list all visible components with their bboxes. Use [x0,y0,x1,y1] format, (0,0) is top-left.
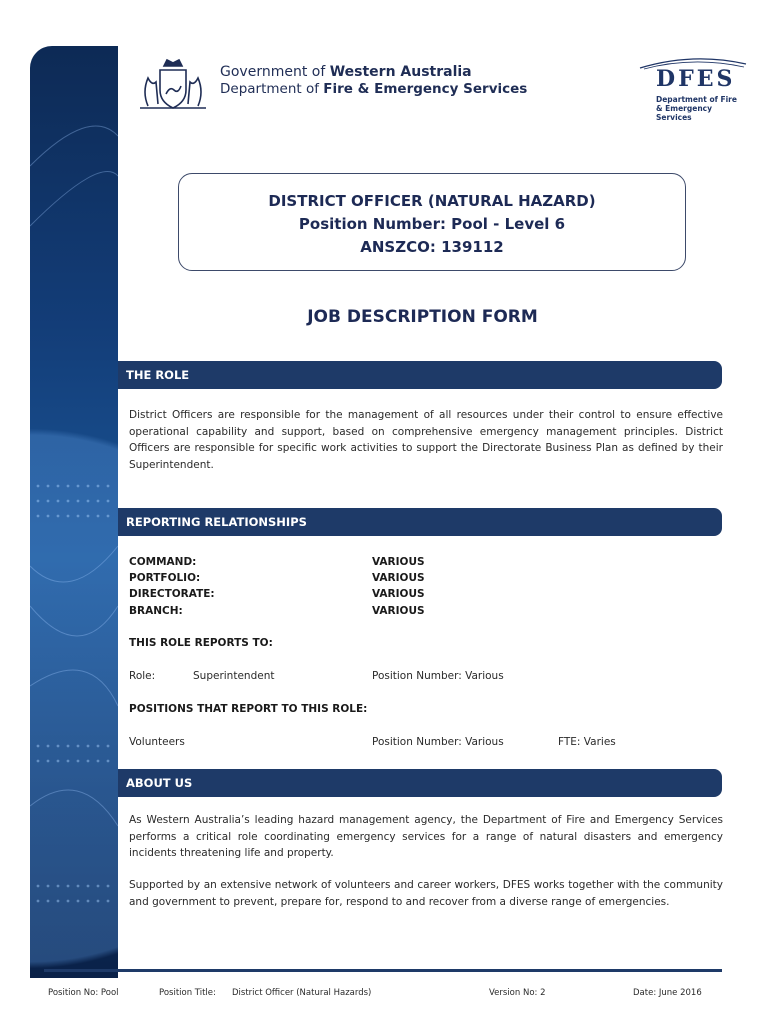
wa-government-logo [134,56,534,116]
footer-rule [44,969,722,972]
dfes-logo [638,56,748,122]
section-heading-the-role: THE ROLE [118,361,722,389]
reports-to-role-value: Superintendent [193,670,275,682]
position-title-box [178,173,686,271]
wa-crest-icon [134,56,212,112]
footer-position-no: Position No: Pool [48,988,119,998]
role-description: District Officers are responsible for the management of all resources under their control to ensure effective operational capability and support, based on comprehensive emergency management principles. District Officers are responsible for specific work activities to support the Directorate Business Plan as defined by their Superintendent. [129,409,723,471]
department-name: Department of Fire & Emergency Services [220,81,528,97]
branch-label: BRANCH: [129,605,183,617]
footer-position-title-value: District Officer (Natural Hazards) [232,988,372,998]
reports-to-role-label: Role: [129,670,156,682]
gov-name: Government of Western Australia [220,64,472,80]
decorative-side-band [30,46,118,978]
portfolio-value: VARIOUS [372,572,425,584]
dfes-logo-subtitle: Department of Fire & Emergency Services [656,95,737,122]
position-number: Position Number: Pool - Level 6 [298,215,566,233]
about-us-paragraph-1: As Western Australia’s leading hazard management agency, the Department of Fire and Emergency Services performs a critical role coordinating emergency services for a range of natural disasters and emergency incidents threatening life and property. [129,814,723,859]
footer-date: Date: June 2016 [633,988,702,998]
reports-to-position-number: Position Number: Various [372,670,504,682]
portfolio-label: PORTFOLIO: [129,572,201,584]
command-value: VARIOUS [372,556,425,568]
side-band-pattern [30,46,118,978]
form-heading: JOB DESCRIPTION FORM [307,307,538,327]
reports-to-heading: THIS ROLE REPORTS TO: [129,637,273,649]
section-heading-reporting: REPORTING RELATIONSHIPS [118,508,722,536]
footer-version: Version No: 2 [489,988,546,998]
branch-value: VARIOUS [372,605,425,617]
positions-report-position-number: Position Number: Various [372,736,504,748]
positions-report-name: Volunteers [129,736,185,748]
footer-position-title-label: Position Title: [159,988,216,998]
directorate-label: DIRECTORATE: [129,588,215,600]
positions-report-heading: POSITIONS THAT REPORT TO THIS ROLE: [129,703,368,715]
anszco-code: ANSZCO: 139112 [360,238,504,256]
about-us-paragraph-2: Supported by an extensive network of volunteers and career workers, DFES works together with the community and government to prevent, prepare for, respond to and recover from a diverse range of emergencies. [129,879,723,908]
command-label: COMMAND: [129,556,197,568]
dfes-logo-text: DFES [656,66,736,92]
section-heading-about-us: ABOUT US [118,769,722,797]
positions-report-fte: FTE: Varies [558,736,616,748]
position-title: DISTRICT OFFICER (NATURAL HAZARD) [268,192,596,210]
directorate-value: VARIOUS [372,588,425,600]
